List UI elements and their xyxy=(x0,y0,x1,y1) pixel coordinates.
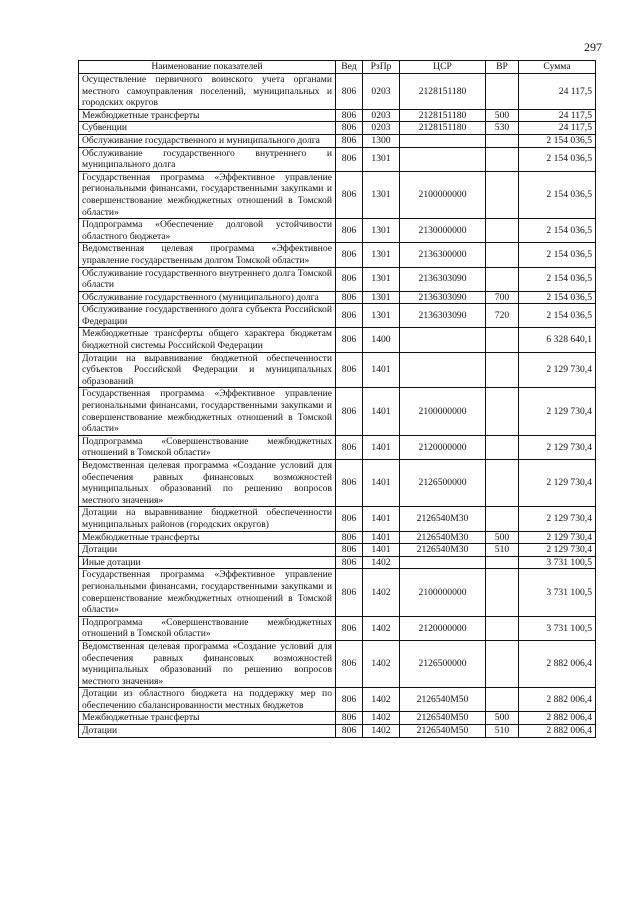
cell-csr: 2128151180 xyxy=(400,74,486,110)
cell-name: Дотации на выравнивание бюджетной обеспеченности субъектов Российской Федерации и муниципальных образований xyxy=(79,352,336,388)
cell-ved: 806 xyxy=(336,109,363,122)
cell-name: Государственная программа «Эффективное управление региональными финансами, государственными закупками и совершенствование межбюджетных отношений в Томской области» xyxy=(79,569,336,616)
table-row xyxy=(79,122,596,135)
table-row xyxy=(79,171,596,218)
cell-csr: 2126540М50 xyxy=(400,712,486,725)
cell-name: Обслуживание государственного внутреннего и муниципального долга xyxy=(79,147,336,171)
header-csr: ЦСР xyxy=(400,61,486,74)
cell-vr xyxy=(486,352,519,388)
cell-csr: 2120000000 xyxy=(400,616,486,640)
cell-name: Обслуживание государственного (муниципального) долга xyxy=(79,291,336,304)
table-row xyxy=(79,267,596,291)
cell-csr: 2100000000 xyxy=(400,569,486,616)
cell-csr: 2120000000 xyxy=(400,435,486,459)
cell-csr: 2128151180 xyxy=(400,122,486,135)
cell-name: Межбюджетные трансферты xyxy=(79,712,336,725)
cell-rzpr: 1401 xyxy=(363,435,400,459)
table-row xyxy=(79,616,596,640)
cell-csr: 2128151180 xyxy=(400,109,486,122)
cell-sum: 3 731 100,5 xyxy=(519,556,596,569)
cell-csr xyxy=(400,328,486,352)
cell-name: Дотации из областного бюджета на поддержку мер по обеспечению сбалансированности местных бюджетов xyxy=(79,688,336,712)
table-row xyxy=(79,304,596,328)
table-header-row xyxy=(79,61,596,74)
cell-rzpr: 1401 xyxy=(363,352,400,388)
cell-name: Ведомственная целевая программа «Эффективное управление государственным долгом Томской области» xyxy=(79,243,336,267)
cell-rzpr: 1400 xyxy=(363,328,400,352)
cell-vr xyxy=(486,147,519,171)
table-row xyxy=(79,134,596,147)
cell-ved: 806 xyxy=(336,219,363,243)
cell-vr: 700 xyxy=(486,291,519,304)
cell-ved: 806 xyxy=(336,688,363,712)
cell-sum: 2 129 730,4 xyxy=(519,352,596,388)
cell-csr: 2136303090 xyxy=(400,291,486,304)
cell-vr xyxy=(486,267,519,291)
cell-csr: 2126500000 xyxy=(400,640,486,687)
cell-ved: 806 xyxy=(336,531,363,544)
cell-rzpr: 1402 xyxy=(363,725,400,738)
cell-ved: 806 xyxy=(336,74,363,110)
cell-vr: 500 xyxy=(486,109,519,122)
cell-ved: 806 xyxy=(336,134,363,147)
cell-vr: 530 xyxy=(486,122,519,135)
cell-name: Межбюджетные трансферты xyxy=(79,531,336,544)
cell-rzpr: 1401 xyxy=(363,544,400,557)
cell-rzpr: 1301 xyxy=(363,291,400,304)
cell-sum: 2 154 036,5 xyxy=(519,291,596,304)
cell-vr xyxy=(486,243,519,267)
cell-ved: 806 xyxy=(336,640,363,687)
cell-rzpr: 1402 xyxy=(363,688,400,712)
cell-sum: 2 129 730,4 xyxy=(519,460,596,507)
cell-ved: 806 xyxy=(336,328,363,352)
cell-rzpr: 1301 xyxy=(363,147,400,171)
cell-sum: 2 129 730,4 xyxy=(519,435,596,459)
cell-ved: 806 xyxy=(336,569,363,616)
cell-ved: 806 xyxy=(336,712,363,725)
table-row xyxy=(79,544,596,557)
cell-rzpr: 1402 xyxy=(363,712,400,725)
cell-name: Дотации на выравнивание бюджетной обеспеченности муниципальных районов (городских округов) xyxy=(79,507,336,531)
cell-csr xyxy=(400,147,486,171)
cell-sum: 2 154 036,5 xyxy=(519,134,596,147)
cell-ved: 806 xyxy=(336,725,363,738)
cell-ved: 806 xyxy=(336,171,363,218)
cell-vr xyxy=(486,507,519,531)
cell-csr xyxy=(400,134,486,147)
cell-sum: 2 154 036,5 xyxy=(519,171,596,218)
cell-rzpr: 0203 xyxy=(363,109,400,122)
cell-vr xyxy=(486,435,519,459)
cell-vr: 510 xyxy=(486,544,519,557)
cell-name: Осуществление первичного воинского учета органами местного самоуправления поселений, муниципальных и городских округов xyxy=(79,74,336,110)
cell-vr xyxy=(486,219,519,243)
cell-sum: 2 154 036,5 xyxy=(519,243,596,267)
cell-csr: 2126500000 xyxy=(400,460,486,507)
cell-name: Межбюджетные трансферты xyxy=(79,109,336,122)
table-row xyxy=(79,531,596,544)
cell-vr: 500 xyxy=(486,712,519,725)
table-row xyxy=(79,569,596,616)
cell-vr xyxy=(486,74,519,110)
cell-sum: 2 882 006,4 xyxy=(519,712,596,725)
cell-rzpr: 1402 xyxy=(363,616,400,640)
cell-vr xyxy=(486,688,519,712)
table-row xyxy=(79,219,596,243)
cell-vr xyxy=(486,388,519,435)
cell-sum: 2 129 730,4 xyxy=(519,544,596,557)
cell-vr xyxy=(486,171,519,218)
cell-sum: 2 129 730,4 xyxy=(519,388,596,435)
cell-sum: 3 731 100,5 xyxy=(519,616,596,640)
cell-sum: 2 882 006,4 xyxy=(519,725,596,738)
cell-rzpr: 1301 xyxy=(363,304,400,328)
cell-ved: 806 xyxy=(336,435,363,459)
table-row xyxy=(79,640,596,687)
cell-name: Иные дотации xyxy=(79,556,336,569)
cell-rzpr: 1402 xyxy=(363,640,400,687)
cell-ved: 806 xyxy=(336,243,363,267)
cell-sum: 2 882 006,4 xyxy=(519,640,596,687)
cell-vr xyxy=(486,460,519,507)
cell-csr: 2126540М50 xyxy=(400,725,486,738)
table-row xyxy=(79,435,596,459)
cell-name: Государственная программа «Эффективное управление региональными финансами, государственными закупками и совершенствование межбюджетных отношений в Томской области» xyxy=(79,171,336,218)
cell-vr xyxy=(486,616,519,640)
table-row xyxy=(79,388,596,435)
cell-sum: 2 882 006,4 xyxy=(519,688,596,712)
cell-ved: 806 xyxy=(336,291,363,304)
cell-vr: 500 xyxy=(486,531,519,544)
header-rzpr: РзПр xyxy=(363,61,400,74)
cell-name: Субвенции xyxy=(79,122,336,135)
cell-ved: 806 xyxy=(336,267,363,291)
cell-sum: 24 117,5 xyxy=(519,122,596,135)
cell-ved: 806 xyxy=(336,544,363,557)
cell-csr xyxy=(400,352,486,388)
cell-rzpr: 1401 xyxy=(363,460,400,507)
cell-sum: 6 328 640,1 xyxy=(519,328,596,352)
cell-sum: 2 154 036,5 xyxy=(519,267,596,291)
cell-csr: 2126540М50 xyxy=(400,688,486,712)
page-number: 297 xyxy=(584,40,602,54)
cell-csr: 2100000000 xyxy=(400,388,486,435)
table-row xyxy=(79,688,596,712)
cell-rzpr: 1402 xyxy=(363,556,400,569)
cell-csr: 2136303090 xyxy=(400,267,486,291)
cell-sum: 3 731 100,5 xyxy=(519,569,596,616)
cell-csr: 2126540М30 xyxy=(400,544,486,557)
table-row xyxy=(79,243,596,267)
cell-csr: 2126540М30 xyxy=(400,531,486,544)
cell-vr xyxy=(486,556,519,569)
cell-name: Обслуживание государственного внутреннего долга Томской области xyxy=(79,267,336,291)
cell-rzpr: 1300 xyxy=(363,134,400,147)
cell-rzpr: 1402 xyxy=(363,569,400,616)
cell-sum: 2 129 730,4 xyxy=(519,531,596,544)
cell-rzpr: 1301 xyxy=(363,171,400,218)
cell-sum: 2 129 730,4 xyxy=(519,507,596,531)
cell-rzpr: 0203 xyxy=(363,122,400,135)
budget-table xyxy=(78,60,596,738)
cell-csr: 2136303090 xyxy=(400,304,486,328)
table-row xyxy=(79,147,596,171)
cell-sum: 2 154 036,5 xyxy=(519,304,596,328)
cell-name: Подпрограмма «Совершенствование межбюджетных отношений в Томской области» xyxy=(79,616,336,640)
cell-sum: 24 117,5 xyxy=(519,109,596,122)
cell-name: Подпрограмма «Совершенствование межбюджетных отношений в Томской области» xyxy=(79,435,336,459)
cell-rzpr: 1401 xyxy=(363,388,400,435)
cell-vr xyxy=(486,134,519,147)
table-row xyxy=(79,74,596,110)
cell-vr: 720 xyxy=(486,304,519,328)
cell-name: Обслуживание государственного и муниципального долга xyxy=(79,134,336,147)
cell-rzpr: 0203 xyxy=(363,74,400,110)
cell-ved: 806 xyxy=(336,616,363,640)
table-row xyxy=(79,507,596,531)
table-row xyxy=(79,556,596,569)
cell-name: Ведомственная целевая программа «Создание условий для обеспечения равных финансовых возможностей муниципальных образований по решению вопросов местного значения» xyxy=(79,640,336,687)
header-name: Наименование показателей xyxy=(79,61,336,74)
cell-vr xyxy=(486,640,519,687)
cell-csr xyxy=(400,556,486,569)
table-row xyxy=(79,352,596,388)
cell-csr: 2130000000 xyxy=(400,219,486,243)
cell-csr: 2136300000 xyxy=(400,243,486,267)
cell-csr: 2100000000 xyxy=(400,171,486,218)
cell-rzpr: 1401 xyxy=(363,507,400,531)
cell-rzpr: 1301 xyxy=(363,219,400,243)
cell-ved: 806 xyxy=(336,388,363,435)
cell-vr xyxy=(486,569,519,616)
cell-rzpr: 1401 xyxy=(363,531,400,544)
cell-ved: 806 xyxy=(336,147,363,171)
table-row xyxy=(79,109,596,122)
cell-csr: 2126540М30 xyxy=(400,507,486,531)
cell-name: Дотации xyxy=(79,544,336,557)
cell-name: Государственная программа «Эффективное управление региональными финансами, государственными закупками и совершенствование межбюджетных отношений в Томской области» xyxy=(79,388,336,435)
table-row xyxy=(79,460,596,507)
cell-sum: 2 154 036,5 xyxy=(519,219,596,243)
table-row xyxy=(79,291,596,304)
cell-ved: 806 xyxy=(336,304,363,328)
header-vr: ВР xyxy=(486,61,519,74)
cell-rzpr: 1301 xyxy=(363,267,400,291)
cell-ved: 806 xyxy=(336,507,363,531)
table-row xyxy=(79,328,596,352)
header-ved: Вед xyxy=(336,61,363,74)
header-sum: Сумма xyxy=(519,61,596,74)
cell-name: Обслуживание государственного долга субъекта Российской Федерации xyxy=(79,304,336,328)
cell-vr: 510 xyxy=(486,725,519,738)
table-row xyxy=(79,712,596,725)
cell-ved: 806 xyxy=(336,122,363,135)
cell-ved: 806 xyxy=(336,352,363,388)
cell-name: Подпрограмма «Обеспечение долговой устойчивости областного бюджета» xyxy=(79,219,336,243)
cell-name: Ведомственная целевая программа «Создание условий для обеспечения равных финансовых возможностей муниципальных образований по решению вопросов местного значения» xyxy=(79,460,336,507)
cell-rzpr: 1301 xyxy=(363,243,400,267)
cell-name: Дотации xyxy=(79,725,336,738)
cell-ved: 806 xyxy=(336,556,363,569)
cell-ved: 806 xyxy=(336,460,363,507)
cell-name: Межбюджетные трансферты общего характера бюджетам бюджетной системы Российской Федерации xyxy=(79,328,336,352)
cell-sum: 24 117,5 xyxy=(519,74,596,110)
cell-sum: 2 154 036,5 xyxy=(519,147,596,171)
table-row xyxy=(79,725,596,738)
cell-vr xyxy=(486,328,519,352)
